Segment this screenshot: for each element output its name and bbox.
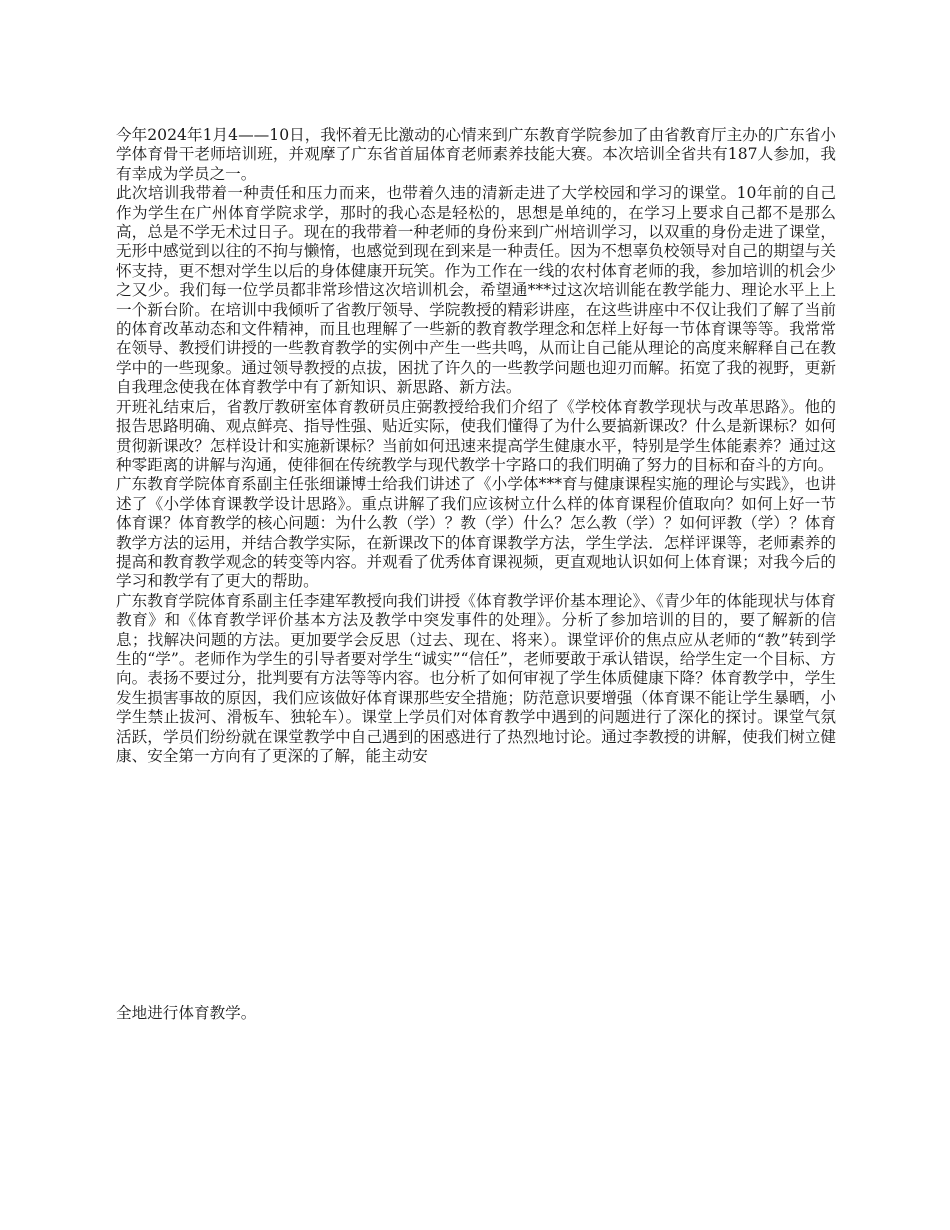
paragraph-li-lecture: 广东教育学院体育系副主任李建军教授向我们讲授《体育教学评价基本理论》、《青少年的体能现状与体育教育》和《体育教学评价基本方法及教学中突发事件的处理》。分析了参加培训的目的，要了解新的信息；找解决问题的方法。更加要学会反思（过去、现在、将来）。课堂评价的焦点应从老师的“教”转到学生的“学”。老师作为学生的引导者要对学生“诚实”“信任”，老师要敢于承认错误，给学生定一个目标、方向。表扬不要过分，批判要有方法等等内容。也分析了如何审视了学生体质健康下降？体育教学中，学生发生损害事故的原因，我们应该做好体育课那些安全措施；防范意识要增强（体育课不能让学生暴晒，小学生禁止拔河、滑板车、独轮车）。课堂上学员们对体育教学中遇到的问题进行了深化的探讨。课堂气氛活跃，学员们纷纷就在课堂教学中自己遇到的困惑进行了热烈地讨论。通过李教授的讲解，使我们树立健康、安全第一方向有了更深的了解，能主动安 bbox=[116, 591, 836, 765]
document-body bbox=[116, 126, 836, 766]
paragraph-intro: 今年2024年1月4——10日，我怀着无比激动的心情来到广东教育学院参加了由省教育厅主办的广东省小学体育骨干老师培训班，并观摩了广东省首届体育老师素养技能大赛。本次培训全省共有187人参加，我有幸成为学员之一。 bbox=[116, 126, 836, 183]
paragraph-continuation: 全地进行体育教学。 bbox=[116, 1004, 257, 1022]
paragraph-zhang-lecture: 广东教育学院体育系副主任张细谦博士给我们讲述了《小学体***育与健康课程实施的理论与实践》，也讲述了《小学体育课教学设计思路》。重点讲解了我们应该树立什么样的体育课程价值取向？如何上好一节体育课？体育教学的核心问题：为什么教（学）？教（学）什么？怎么教（学）？如何评教（学）？体育教学方法的运用，并结合教学实际，在新课改下的体育课教学方法，学生学法．怎样评课等，老师素养的提高和教育教学观念的转变等内容。并观看了优秀体育课视频，更直观地认识如何上体育课；对我今后的学习和教学有了更大的帮助。 bbox=[116, 475, 836, 591]
paragraph-zhuang-lecture: 开班礼结束后，省教厅教研室体育教研员庄弼教授给我们介绍了《学校体育教学现状与改革思路》。他的报告思路明确、观点鲜亮、指导性强、贴近实际，使我们懂得了为什么要搞新课改？什么是新课标？如何贯彻新课改？怎样设计和实施新课标？当前如何迅速来提高学生健康水平，特别是学生体能素养？通过这种零距离的讲解与沟通，使徘徊在传统教学与现代教学十字路口的我们明确了努力的目标和奋斗的方向。 bbox=[116, 397, 836, 474]
paragraph-responsibility: 此次培训我带着一种责任和压力而来，也带着久违的清新走进了大学校园和学习的课堂。10年前的自己作为学生在广州体育学院求学，那时的我心态是轻松的，思想是单纯的，在学习上要求自己都不是那么高，总是不学无术过日子。现在的我带着一种老师的身份来到广州培训学习，以双重的身份走进了课堂，无形中感觉到以往的不拘与懒惰，也感觉到现在到来是一种责任。因为不想辜负校领导对自己的期望与关怀支持，更不想对学生以后的身体健康开玩笑。作为工作在一线的农村体育老师的我，参加培训的机会少之又少。我们每一位学员都非常珍惜这次培训机会，希望通***过这次培训能在教学能力、理论水平上上一个新台阶。在培训中我倾听了省教厅领导、学院教授的精彩讲座，在这些讲座中不仅让我们了解了当前的体育改革动态和文件精神，而且也理解了一些新的教育教学理念和怎样上好每一节体育课等等。我常常在领导、教授们讲授的一些教育教学的实例中产生一些共鸣，从而让自己能从理论的高度来解释自己在教学中的一些现象。通过领导教授的点拔，困扰了许久的一些教学问题也迎刃而解。拓宽了我的视野，更新自我理念使我在体育教学中有了新知识、新思路、新方法。 bbox=[116, 184, 836, 397]
